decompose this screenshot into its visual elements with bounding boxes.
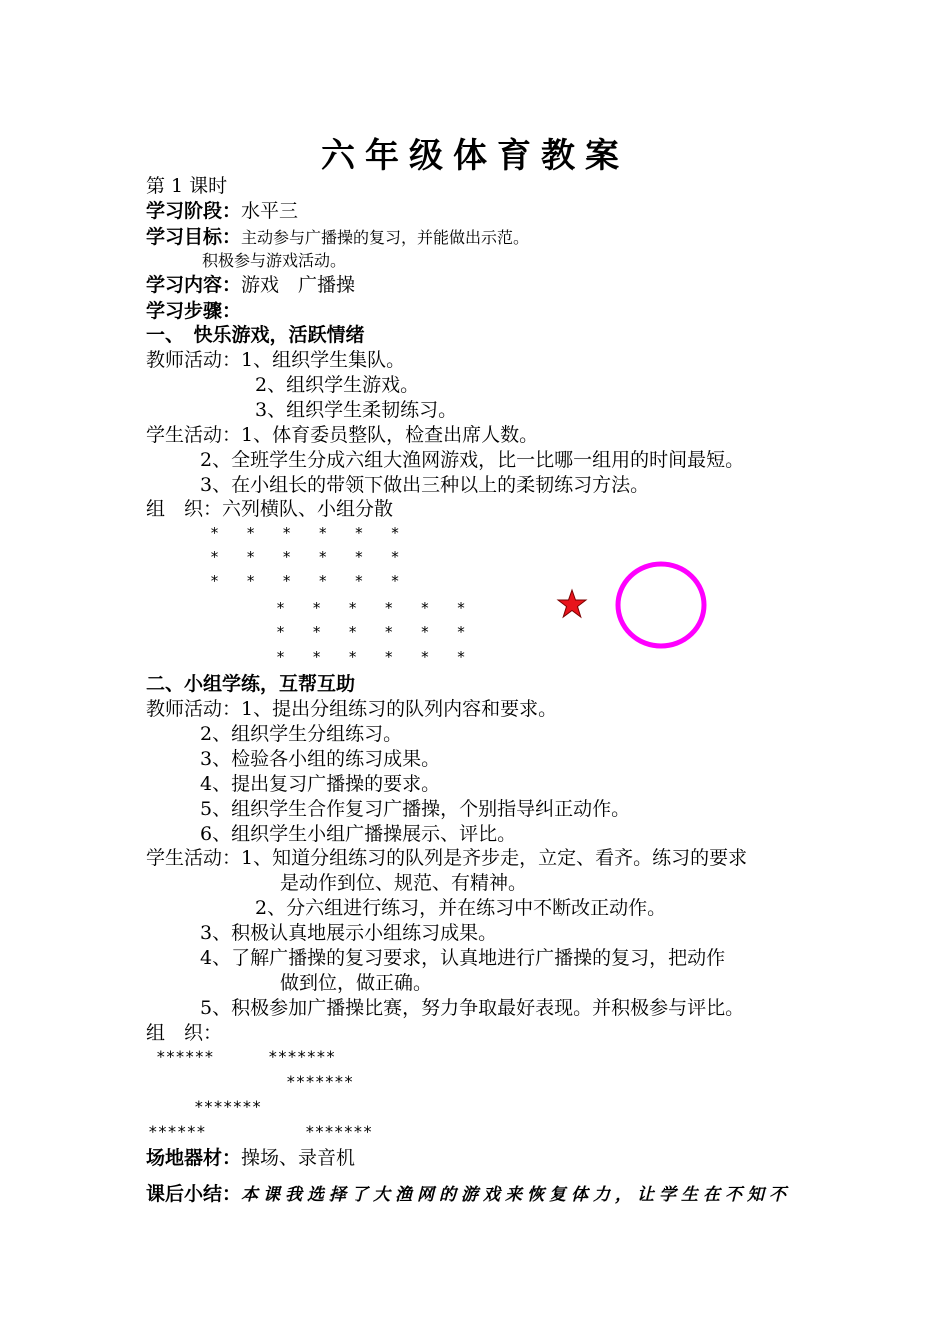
- s2-student-item: 2、分六组进行练习，并在练习中不断改正动作。: [255, 897, 667, 919]
- content-label: 学习内容：: [146, 274, 242, 296]
- goals-row: [146, 225, 529, 250]
- summary-value: 本课我选择了大渔网的游戏来恢复体力，让学生在不知不: [241, 1185, 792, 1205]
- s2-student-item: 3、积极认真地展示小组练习成果。: [200, 922, 498, 944]
- goals-label: 学习目标：: [146, 226, 242, 248]
- s2-teacher-item: 5、组织学生合作复习广播操，个别指导纠正动作。: [200, 798, 631, 820]
- formation-row: ******: [156, 1047, 214, 1066]
- s1-teacher-label: 教师活动：: [146, 349, 242, 371]
- stage-row: [146, 199, 298, 223]
- s2-teacher-label: 教师活动：: [146, 698, 242, 720]
- section1-heading: 一、 快乐游戏，活跃情绪: [146, 324, 365, 346]
- content-value: 游戏 广播操: [241, 274, 356, 296]
- s2-teacher-item: 2、组织学生分组练习。: [200, 723, 403, 745]
- summary-row: [146, 1182, 791, 1207]
- stage-label: 学习阶段：: [146, 200, 242, 222]
- formation-row: *******: [305, 1122, 373, 1141]
- s1-student-item: 2、全班学生分成六组大渔网游戏，比一比哪一组用的时间最短。: [200, 449, 745, 471]
- formation-row: *******: [286, 1072, 354, 1091]
- document-title: 六年级体育教案: [321, 136, 629, 176]
- lesson-number: 第 1 课时: [146, 175, 228, 197]
- s2-student-item: 1、知道分组练习的队列是齐步走，立定、看齐。练习的要求: [241, 847, 748, 869]
- formation-row: * * * * * *: [276, 648, 469, 666]
- goals-line2: 积极参与游戏活动。: [202, 251, 347, 270]
- formation-row: * * * * * *: [276, 599, 469, 617]
- formation-row: * * * * * *: [210, 572, 403, 590]
- equipment-row: [146, 1146, 355, 1170]
- s2-teacher-item: 4、提出复习广播操的要求。: [200, 773, 441, 795]
- s2-student-item-cont: 做到位，做正确。: [280, 972, 433, 994]
- formation-row: ******: [148, 1122, 206, 1141]
- equipment-value: 操场、录音机: [241, 1147, 356, 1169]
- s1-org-label: 组 织：: [146, 498, 223, 520]
- s1-teacher-row: [146, 348, 405, 372]
- steps-label: 学习步骤：: [146, 300, 242, 322]
- s1-student-item: 1、体育委员整队，检查出席人数。: [241, 424, 539, 446]
- section2-heading: 二、小组学练，互帮互助: [146, 673, 356, 695]
- s1-org-value: 六列横队、小组分散: [222, 498, 394, 520]
- s2-student-label: 学生活动：: [146, 847, 242, 869]
- summary-label: 课后小结：: [146, 1183, 242, 1205]
- formation-row: * * * * * *: [276, 623, 469, 641]
- formation-row: *******: [268, 1047, 336, 1066]
- s2-teacher-row: [146, 697, 557, 721]
- s1-teacher-item: 1、组织学生集队。: [241, 349, 406, 371]
- s2-teacher-item: 3、检验各小组的练习成果。: [200, 748, 441, 770]
- s2-student-item-cont: 是动作到位、规范、有精神。: [280, 872, 528, 894]
- equipment-label: 场地器材：: [146, 1147, 242, 1169]
- circle-area-icon: [612, 558, 710, 652]
- s2-student-item: 5、积极参加广播操比赛，努力争取最好表现。并积极参与评比。: [200, 997, 745, 1019]
- s2-student-row: [146, 846, 747, 870]
- s1-student-label: 学生活动：: [146, 424, 242, 446]
- stage-value: 水平三: [241, 200, 299, 222]
- formation-row: * * * * * *: [210, 524, 403, 542]
- formation-row: * * * * * *: [210, 548, 403, 566]
- content-row: [146, 273, 355, 297]
- formation-row: *******: [194, 1097, 262, 1116]
- s2-teacher-item: 6、组织学生小组广播操展示、评比。: [200, 823, 517, 845]
- teacher-star-icon: [556, 588, 588, 620]
- goals-line1: 主动参与广播操的复习，并能做出示范。: [241, 228, 530, 247]
- s1-org-row: [146, 497, 393, 521]
- s2-student-item: 4、了解广播操的复习要求，认真地进行广播操的复习，把动作: [200, 947, 726, 969]
- s1-teacher-item: 2、组织学生游戏。: [255, 374, 420, 396]
- s1-student-item: 3、在小组长的带领下做出三种以上的柔韧练习方法。: [200, 474, 650, 496]
- s1-student-row: [146, 423, 538, 447]
- s2-org-label: 组 织：: [146, 1022, 223, 1044]
- s1-teacher-item: 3、组织学生柔韧练习。: [255, 399, 458, 421]
- s2-teacher-item: 1、提出分组练习的队列内容和要求。: [241, 698, 558, 720]
